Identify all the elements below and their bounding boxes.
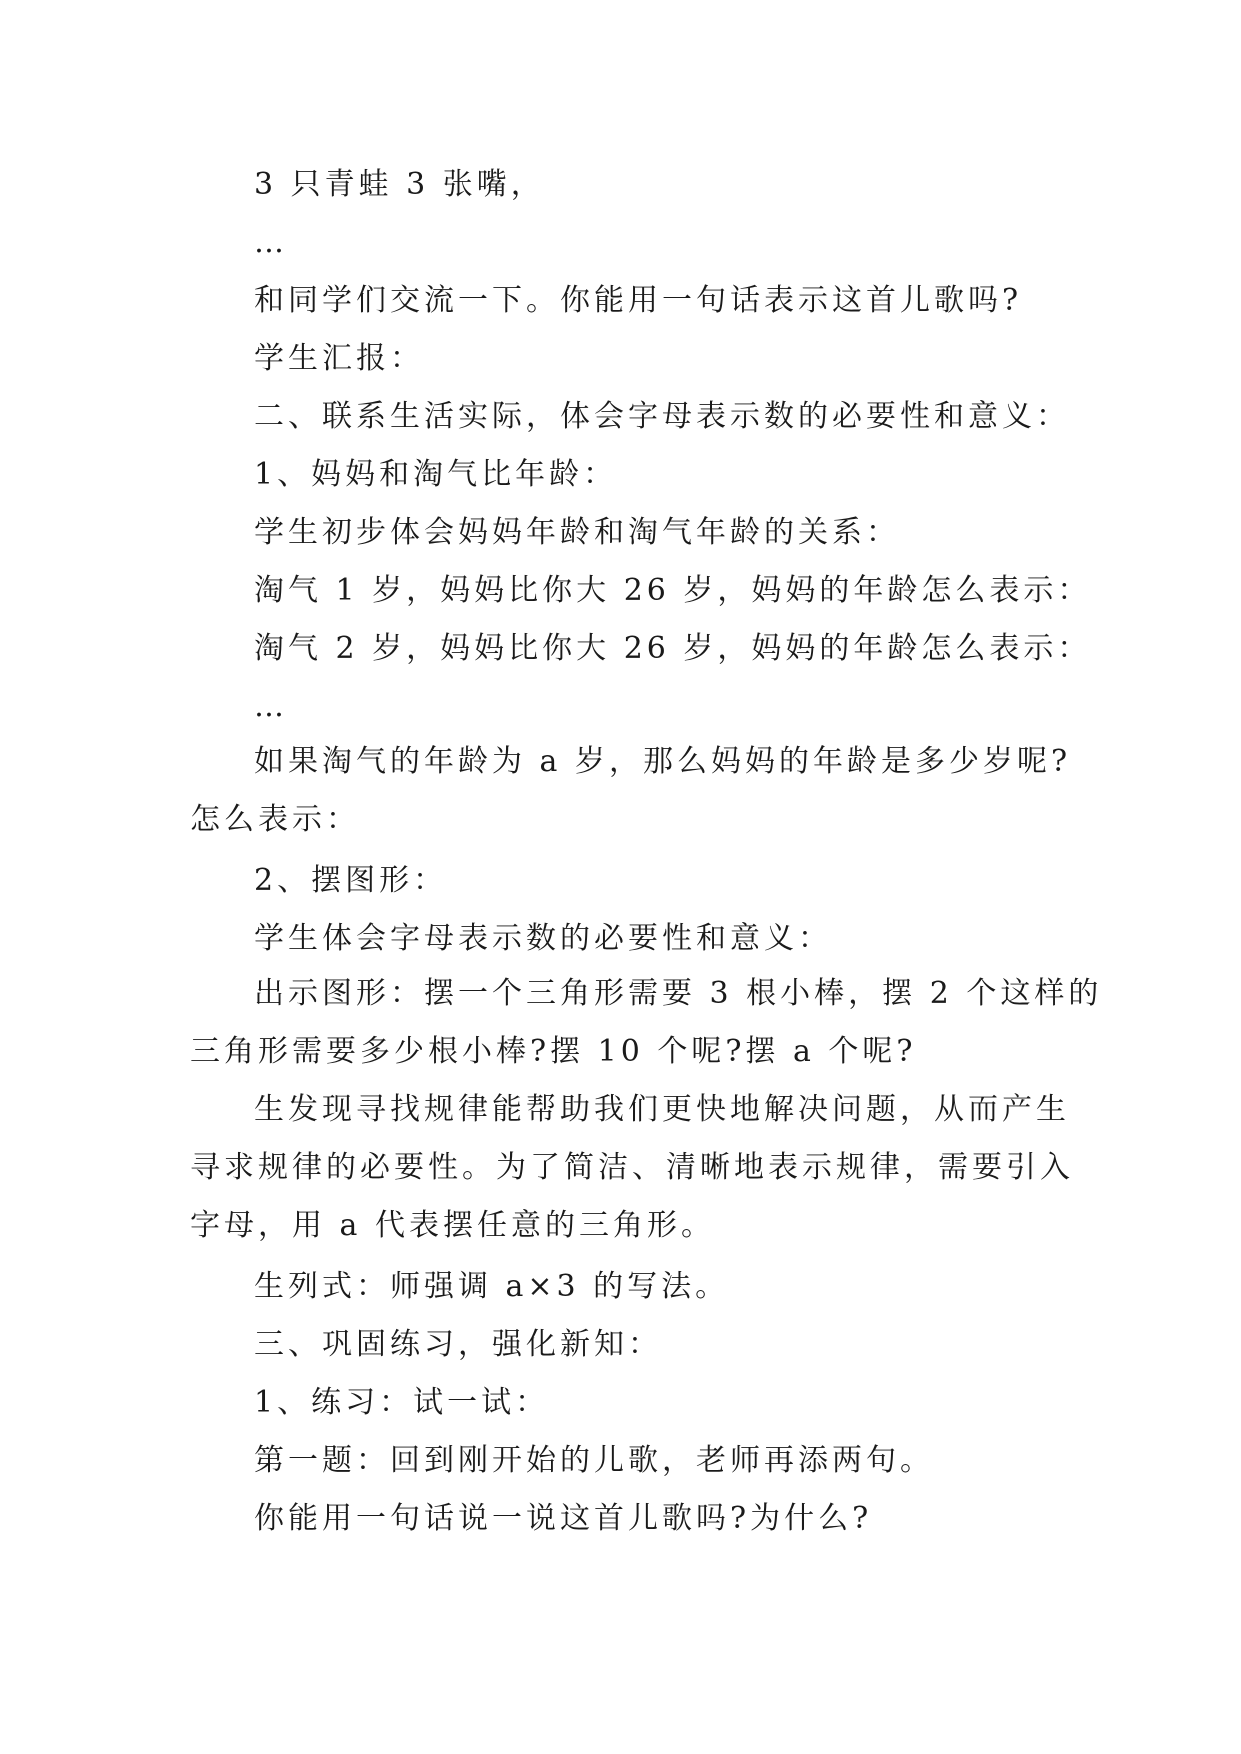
- paragraph-line: 生发现寻找规律能帮助我们更快地解决问题，从而产生: [254, 1092, 1070, 1127]
- text-line: 学生初步体会妈妈年龄和淘气年龄的关系：: [254, 515, 900, 550]
- subsection-heading: 2、摆图形：: [254, 863, 448, 898]
- paragraph-line: 三角形需要多少根小棒?摆 10 个呢?摆 a 个呢?: [190, 1034, 917, 1069]
- text-line: 3 只青蛙 3 张嘴，: [254, 167, 545, 202]
- text-line: …: [254, 689, 288, 724]
- text-line: 学生汇报：: [254, 341, 424, 376]
- paragraph-age-question: [190, 736, 1072, 852]
- paragraph-rule: [190, 1084, 1074, 1258]
- section-heading: 二、联系生活实际，体会字母表示数的必要性和意义：: [254, 399, 1070, 434]
- text-line: 淘气 1 岁，妈妈比你大 26 岁，妈妈的年龄怎么表示：: [254, 573, 1092, 608]
- text-line: 生列式：师强调 a×3 的写法。: [254, 1269, 730, 1304]
- section-heading: 三、巩固练习，强化新知：: [254, 1327, 662, 1362]
- text-line: …: [254, 225, 288, 260]
- text-line: 第一题：回到刚开始的儿歌，老师再添两句。: [254, 1443, 934, 1478]
- text-line: 学生体会字母表示数的必要性和意义：: [254, 921, 832, 956]
- text-line: 和同学们交流一下。你能用一句话表示这首儿歌吗?: [254, 283, 1023, 318]
- text-line: 你能用一句话说一说这首儿歌吗?为什么?: [254, 1501, 873, 1536]
- paragraph-figure: [190, 968, 1103, 1084]
- document-body: [190, 156, 1103, 1548]
- subsection-heading: 1、练习：试一试：: [254, 1385, 550, 1420]
- paragraph-line: 寻求规律的必要性。为了简洁、清晰地表示规律，需要引入: [190, 1150, 1074, 1185]
- paragraph-line: 字母，用 a 代表摆任意的三角形。: [190, 1208, 715, 1243]
- paragraph-line: 怎么表示：: [190, 802, 360, 837]
- text-line: 淘气 2 岁，妈妈比你大 26 岁，妈妈的年龄怎么表示：: [254, 631, 1092, 666]
- paragraph-line: 如果淘气的年龄为 a 岁，那么妈妈的年龄是多少岁呢?: [254, 744, 1072, 779]
- subsection-heading: 1、妈妈和淘气比年龄：: [254, 457, 618, 492]
- paragraph-line: 出示图形：摆一个三角形需要 3 根小棒，摆 2 个这样的: [254, 976, 1103, 1011]
